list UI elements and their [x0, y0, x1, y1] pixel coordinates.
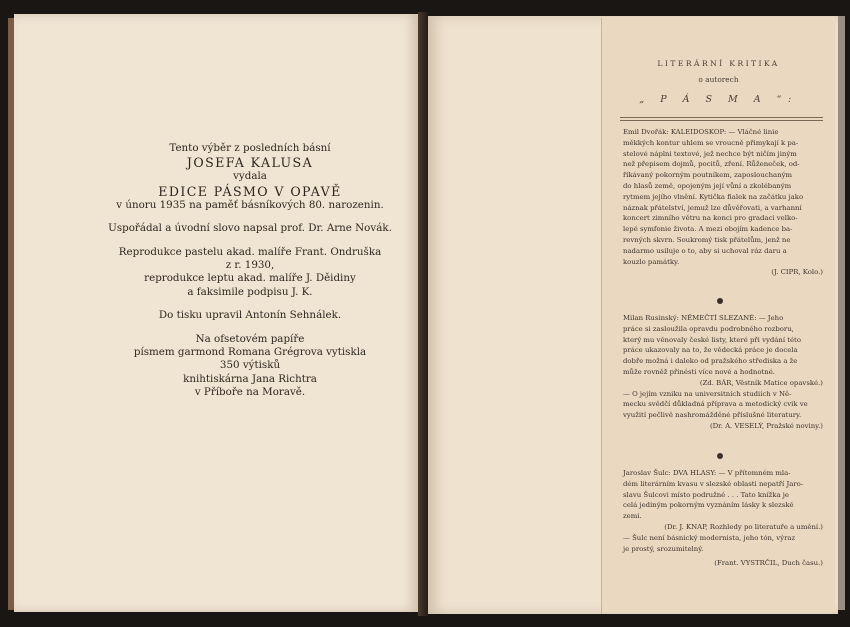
colophon-line: Do tisku upravil Antonín Sehnálek. [158, 309, 342, 322]
colophon [94, 142, 406, 400]
right-cover-edge [838, 16, 845, 610]
review-line: Emil Dvořák: KALEIDOSKOP: — Vláčné linie [623, 128, 779, 136]
header-rule [620, 120, 823, 121]
colophon-line: písmem garmond Romana Grégrova vytiskla [133, 346, 367, 359]
colophon-line: Na ofsetovém papíře [195, 332, 305, 345]
review-signature: (Zd. BÁR, Věstník Matice opavské.) [699, 378, 823, 387]
review-signature: (Dr. A. VESELÝ, Pražské noviny.) [709, 421, 823, 430]
review-line: do hlasů země, opojeným její vůní a zkolébaným [623, 181, 792, 190]
review-signature: (Frant. VYSTRČIL, Duch času.) [714, 559, 823, 568]
colophon-line: v únoru 1935 na paměť básníkových 80. narozenin. [116, 198, 384, 211]
review-line: zemi. [623, 512, 642, 521]
review-line: je prostý, srozumitelný. [623, 544, 704, 553]
review-line: celá jediným pokorným vyznáním lásky k slezské [623, 501, 794, 510]
colophon-line: v Příboře na Moravě. [194, 386, 306, 399]
review-line: mecku svědčí důkladná příprava a metodický cvik ve [623, 400, 808, 409]
review-entry [623, 313, 823, 432]
header-rule [620, 117, 823, 118]
review-line: Jaroslav Šulc: DVA HLASY: — V přítomném mla- [623, 469, 791, 477]
review-line: říkávaný pokorným poutníkem, zaposlouchaným [623, 171, 793, 180]
insert-series-name: „ P Á S M A “: [639, 94, 798, 105]
book-gutter [418, 12, 428, 616]
review-line: měkkých kontur uhlem se vroucně přimykají k pa- [623, 138, 799, 147]
insert-subtitle: o autorech [698, 75, 739, 84]
review-line: lepé symfonie života. A mezi obojím kadence ba- [623, 225, 793, 234]
left-page [14, 14, 418, 612]
review-insert [602, 17, 835, 612]
colophon-author: JOSEFA KALUSA [186, 155, 314, 171]
review-line: stelové náplni textové, jež nechce být ničím jiným [623, 149, 797, 158]
insert-title: LITERÁRNÍ KRITIKA [657, 59, 780, 68]
review-line: práce ukazovaly na to, že vědecká práce je docela [623, 346, 798, 355]
separator-bullet [717, 298, 723, 304]
separator-bullet [717, 453, 723, 459]
review-line: který mu věnovaly české listy, které při vydání této [623, 335, 801, 344]
colophon-line: Uspořádal a úvodní slovo napsal prof. Dr. Arne Novák. [108, 222, 392, 235]
review-line: — Šulc není básnický modernista, jeho tón, výraz [623, 533, 796, 542]
colophon-publisher: EDICE PÁSMO V OPAVĚ [158, 183, 342, 199]
review-line: rytmem jejího vlnění. Kytička fialek na začátku jako [623, 192, 804, 201]
review-line: dobře možná i daleko od pražského střediska a že [623, 357, 798, 366]
colophon-line: z r. 1930, [225, 259, 275, 272]
review-line: využití pečlivě nashromážděné příslušné literatury. [623, 411, 802, 420]
colophon-line: a faksimile podpisu J. K. [187, 285, 313, 298]
review-line: může rovněž přinésti více nové a hodnotné. [623, 367, 775, 376]
review-line: — O jejím vzniku na universitních studiích v Ně- [623, 389, 792, 398]
review-line: práce si zasloužila opravdu podrobného rozboru, [623, 324, 794, 333]
review-signature: (J. CIPR, Kolo.) [771, 268, 823, 277]
review-line: nadarmo usiluje o to, aby si uchoval ráz daru a [623, 246, 787, 255]
review-line: kouzlo památky. [623, 257, 680, 266]
colophon-line: Tento výběr z posledních básní [169, 142, 331, 154]
colophon-line: 350 výtisků [219, 359, 281, 372]
colophon-line: reprodukce leptu akad. malíře J. Děidiny [144, 272, 356, 285]
review-signature: (Dr. J. KNAP, Rozhledy po literatuře a umění.) [664, 522, 823, 531]
review-line: Milan Rusinský: NĚMEČTÍ SLEZANÉ: — Jeho [623, 314, 784, 322]
review-line: než přepisem dojmů, pocitů, zření. Růženeček, od- [623, 160, 800, 169]
review-entry [623, 468, 823, 569]
review-line: náznak přátelství, jemuž lze důvěřovati, a varhanní [623, 203, 802, 212]
review-line: dém literárním kvasu v slezské oblasti nepatří Jaro- [623, 479, 804, 488]
review-entry [623, 127, 823, 278]
review-line: koncert zimního větru na konci pro gradaci velko- [623, 214, 798, 223]
review-line: slavu Šulcovi místo podružné . . . Tato knížka je [623, 490, 790, 499]
colophon-line: Reprodukce pastelu akad. malíře Frant. Ondruška [118, 245, 382, 258]
colophon-line: vydala [233, 170, 267, 183]
review-line: revných skvrn. Soukromý tisk přátelům, jenž ne [623, 235, 791, 244]
colophon-line: knihtiskárna Jana Richtra [183, 372, 317, 385]
